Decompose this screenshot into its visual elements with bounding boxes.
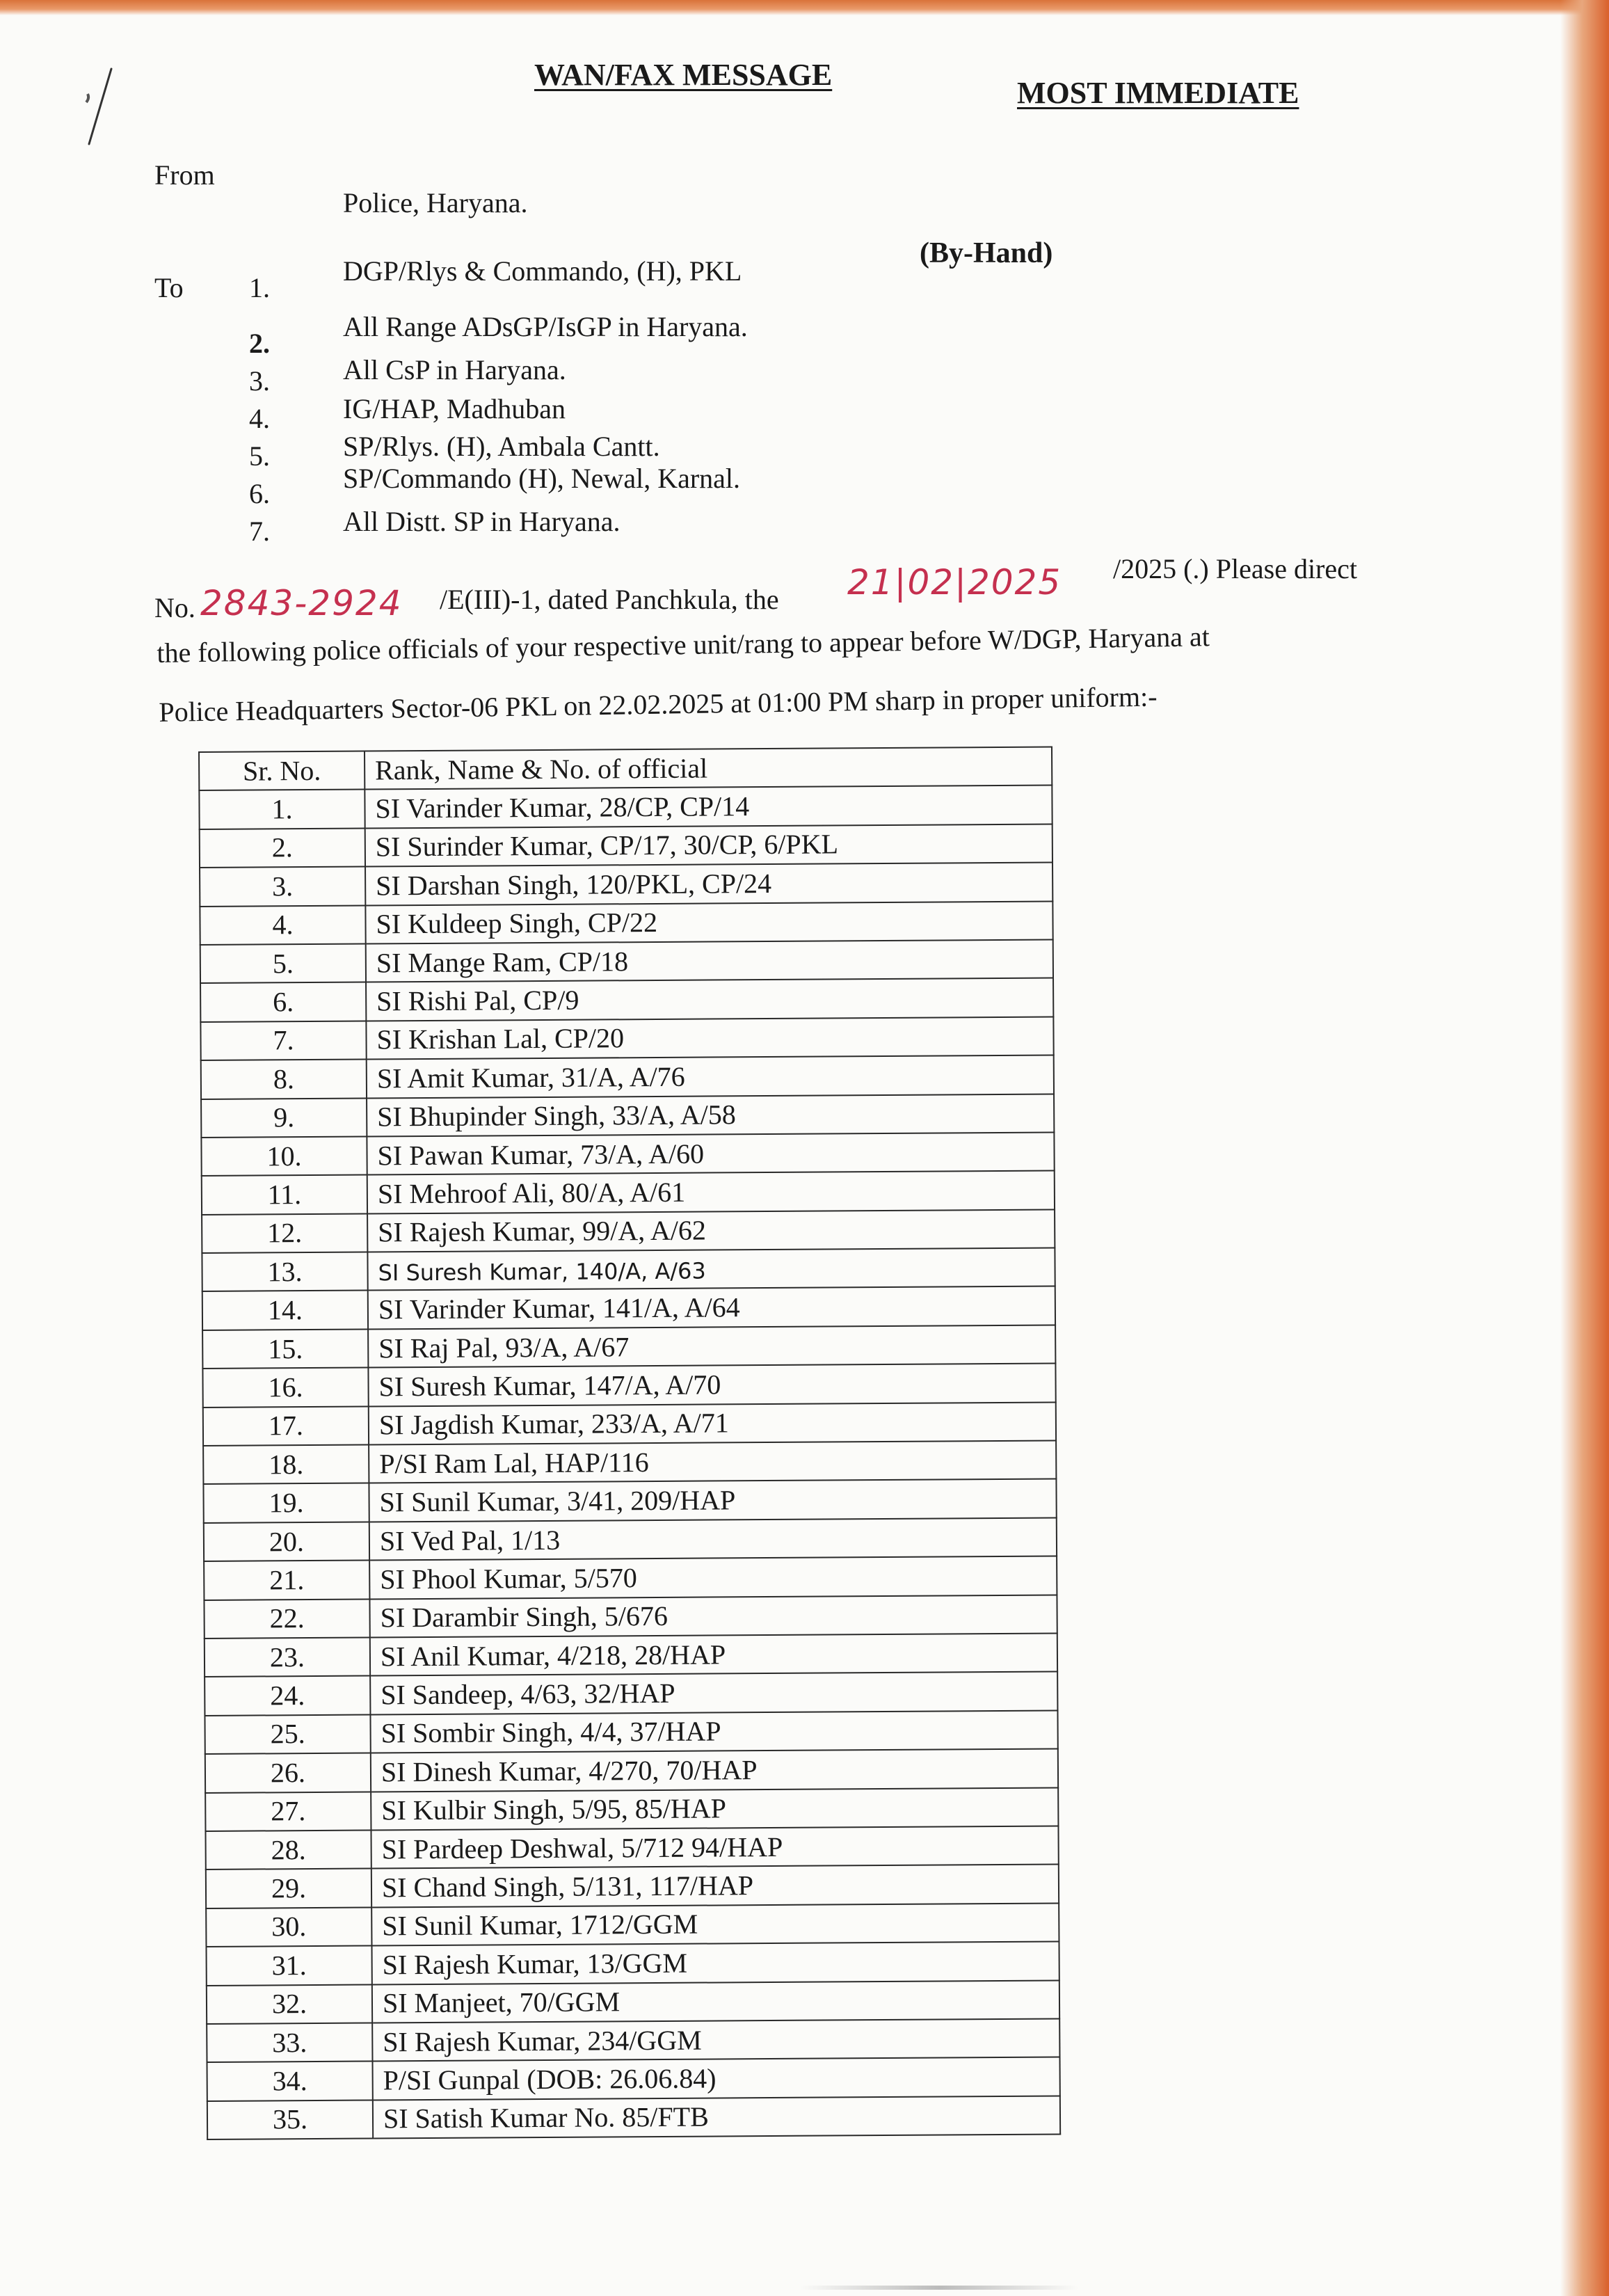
- table-row: [200, 824, 1052, 868]
- sr-cell: 33.: [207, 2023, 372, 2062]
- table-row: [207, 2057, 1060, 2101]
- memo-number-handwritten: 2843-2924: [200, 583, 403, 623]
- sr-cell: 21.: [204, 1561, 369, 1600]
- official-cell: SI Suresh Kumar, 147/A, A/70: [368, 1364, 1055, 1406]
- table-row: [202, 1286, 1055, 1330]
- official-cell: SI Manjeet, 70/GGM: [372, 1980, 1059, 2023]
- table-row: [203, 1441, 1056, 1485]
- table-row: [202, 1248, 1055, 1292]
- table-row: [203, 1479, 1056, 1523]
- pen-stroke-mark: [83, 66, 118, 150]
- table-row: [204, 1595, 1057, 1639]
- official-cell: SI Mehroof Ali, 80/A, A/61: [367, 1171, 1055, 1213]
- official-cell: SI Sunil Kumar, 1712/GGM: [371, 1903, 1059, 1945]
- table-row: [200, 863, 1052, 907]
- recipient-number: 6.: [249, 478, 270, 509]
- table-row: [205, 1826, 1058, 1870]
- recipient-text: SP/Rlys. (H), Ambala Cantt.: [343, 431, 660, 462]
- official-cell: SI Rishi Pal, CP/9: [366, 978, 1053, 1021]
- official-cell: P/SI Ram Lal, HAP/116: [369, 1441, 1056, 1483]
- table-row: [207, 1980, 1059, 2024]
- table-row: [202, 1364, 1055, 1408]
- sr-cell: 30.: [206, 1907, 371, 1947]
- official-cell: SI Kulbir Singh, 5/95, 85/HAP: [371, 1787, 1058, 1830]
- official-cell: [367, 1248, 1055, 1291]
- sr-cell: 1.: [199, 790, 365, 829]
- official-cell: SI Phool Kumar, 5/570: [369, 1556, 1057, 1599]
- official-cell: SI Chand Singh, 5/131, 117/HAP: [371, 1865, 1059, 1907]
- memo-year-please-direct: /2025 (.) Please direct: [1113, 553, 1357, 584]
- sr-cell: 24.: [205, 1676, 370, 1716]
- official-cell: P/SI Gunpal (DOB: 26.06.84): [373, 2057, 1060, 2100]
- official-cell: SI Ved Pal, 1/13: [369, 1517, 1057, 1560]
- official-cell: SI Amit Kumar, 31/A, A/76: [367, 1055, 1054, 1098]
- sr-cell: 13.: [202, 1252, 367, 1292]
- official-cell: SI Jagdish Kumar, 233/A, A/71: [369, 1402, 1056, 1444]
- sr-cell: 17.: [203, 1406, 369, 1446]
- sr-cell: 2.: [200, 828, 365, 868]
- table-row: [202, 1171, 1055, 1215]
- sr-cell: 35.: [207, 2100, 373, 2139]
- official-cell: SI Rajesh Kumar, 234/GGM: [372, 2018, 1059, 2061]
- recipient-number: 5.: [249, 440, 270, 472]
- official-cell: SI Surinder Kumar, CP/17, 30/CP, 6/PKL: [365, 824, 1052, 866]
- official-cell: SI Darambir Singh, 5/676: [369, 1595, 1057, 1637]
- official-cell: SI Krishan Lal, CP/20: [366, 1017, 1053, 1059]
- sr-cell: 12.: [202, 1213, 367, 1253]
- sr-cell: 14.: [202, 1291, 368, 1330]
- sr-cell: 6.: [200, 982, 366, 1022]
- official-cell: SI Rajesh Kumar, 13/GGM: [371, 1942, 1059, 1984]
- table-row: [201, 1094, 1054, 1138]
- sr-cell: 4.: [200, 905, 365, 945]
- official-cell: SI Darshan Singh, 120/PKL, CP/24: [365, 863, 1052, 905]
- sr-cell: 28.: [205, 1830, 371, 1870]
- sr-cell: 27.: [205, 1792, 371, 1831]
- sr-cell: 29.: [206, 1869, 371, 1908]
- table-row: [204, 1556, 1057, 1600]
- official-cell: SI Raj Pal, 93/A, A/67: [368, 1325, 1055, 1367]
- table-row: [205, 1633, 1057, 1677]
- official-cell: SI Dinesh Kumar, 4/270, 70/HAP: [371, 1749, 1058, 1792]
- from-label: From: [154, 159, 215, 191]
- recipient-text: DGP/Rlys & Commando, (H), PKL: [343, 255, 742, 287]
- table-row: [200, 1017, 1053, 1060]
- recipient-number: 2.: [249, 328, 270, 359]
- recipient-text: All Range ADsGP/IsGP in Haryana.: [343, 311, 748, 342]
- official-cell: SI Satish Kumar No. 85/FTB: [373, 2096, 1060, 2138]
- column-header-sr-no: Sr. No.: [199, 751, 365, 791]
- sr-cell: 26.: [205, 1753, 371, 1793]
- recipient-text: IG/HAP, Madhuban: [343, 393, 566, 424]
- table-row: [206, 1903, 1059, 1947]
- sr-cell: 20.: [204, 1522, 369, 1561]
- sr-cell: 5.: [200, 943, 366, 983]
- memo-body-line-2: the following police officials of your respective unit/rang to appear before W/DGP, Haryana at: [157, 621, 1210, 669]
- table-row: [200, 939, 1053, 983]
- by-hand-label: (By-Hand): [920, 237, 1053, 269]
- table-row: [205, 1749, 1058, 1793]
- recipient-number: 1.: [249, 272, 270, 303]
- to-label: To: [154, 272, 184, 303]
- official-cell: SI Bhupinder Singh, 33/A, A/58: [367, 1094, 1054, 1136]
- recipient-text: All CsP in Haryana.: [343, 354, 566, 385]
- sr-cell: 15.: [202, 1329, 368, 1369]
- sr-cell: 19.: [203, 1483, 369, 1523]
- table-row: [202, 1209, 1055, 1253]
- priority-label: MOST IMMEDIATE: [1017, 76, 1299, 110]
- column-header-rank-name: Rank, Name & No. of official: [365, 747, 1052, 790]
- scan-artifact-line: [800, 2286, 1078, 2290]
- table-row: [201, 1055, 1054, 1099]
- official-cell: SI Sombir Singh, 4/4, 37/HAP: [370, 1710, 1057, 1753]
- official-cell: SI Sandeep, 4/63, 32/HAP: [370, 1672, 1057, 1714]
- officials-table: [198, 746, 1061, 2140]
- sr-cell: 18.: [203, 1445, 369, 1485]
- official-cell: SI Varinder Kumar, 141/A, A/64: [368, 1286, 1055, 1329]
- recipient-number: 7.: [249, 516, 270, 547]
- sr-cell: 25.: [205, 1714, 370, 1754]
- table-row: [206, 1865, 1059, 1908]
- table-row: [207, 2096, 1060, 2139]
- table-row: [200, 901, 1052, 945]
- from-value: Police, Haryana.: [343, 187, 528, 218]
- official-cell: SI Rajesh Kumar, 99/A, A/62: [367, 1209, 1055, 1252]
- official-cell: SI Varinder Kumar, 28/CP, CP/14: [365, 786, 1052, 828]
- memo-no-prefix: No.: [154, 592, 195, 623]
- table-row: [205, 1672, 1057, 1716]
- table-row: [203, 1402, 1056, 1446]
- official-cell: SI Pawan Kumar, 73/A, A/60: [367, 1132, 1054, 1174]
- table-row: [199, 786, 1052, 829]
- table-row: [206, 1942, 1059, 1986]
- message-type-title: WAN/FAX MESSAGE: [534, 58, 833, 92]
- recipient-number: 3.: [249, 365, 270, 397]
- table-row: [204, 1517, 1057, 1561]
- sr-cell: 16.: [202, 1368, 368, 1408]
- official-cell: SI Sunil Kumar, 3/41, 209/HAP: [369, 1479, 1056, 1522]
- official-cell: SI Mange Ram, CP/18: [366, 939, 1053, 982]
- table-row: [201, 1132, 1054, 1176]
- sr-cell: 8.: [201, 1060, 367, 1099]
- recipient-text: SP/Commando (H), Newal, Karnal.: [343, 463, 741, 494]
- table-header-row: [199, 747, 1052, 791]
- sr-cell: 9.: [201, 1098, 367, 1138]
- scan-edge-right: [1560, 0, 1609, 2296]
- table-row: [205, 1710, 1057, 1754]
- table-row: [200, 978, 1053, 1022]
- sr-cell: 23.: [205, 1638, 370, 1677]
- memo-body-line-3: Police Headquarters Sector-06 PKL on 22.02.2025 at 01:00 PM sharp in proper uniform:-: [159, 680, 1158, 728]
- sr-cell: 31.: [206, 1946, 371, 1986]
- table-row: [207, 2018, 1059, 2062]
- official-cell: SI Pardeep Deshwal, 5/712 94/HAP: [371, 1826, 1058, 1868]
- sr-cell: 3.: [200, 867, 365, 907]
- sr-cell: 34.: [207, 2062, 373, 2101]
- sr-cell: 11.: [202, 1175, 367, 1215]
- recipient-number: 4.: [249, 403, 270, 434]
- sr-cell: 22.: [204, 1599, 369, 1639]
- memo-date-handwritten: 21|02|2025: [847, 562, 1062, 603]
- table-row: [202, 1325, 1055, 1369]
- recipient-text: All Distt. SP in Haryana.: [343, 506, 621, 537]
- sr-cell: 32.: [207, 1984, 372, 2024]
- memo-reference: /E(III)-1, dated Panchkula, the: [440, 584, 779, 615]
- sr-cell: 7.: [200, 1021, 366, 1060]
- scan-edge-top: [0, 0, 1609, 15]
- table-row: [205, 1787, 1058, 1831]
- official-cell: SI Kuldeep Singh, CP/22: [365, 901, 1052, 943]
- official-cell: SI Anil Kumar, 4/218, 28/HAP: [370, 1633, 1057, 1675]
- sr-cell: 10.: [201, 1136, 367, 1176]
- official-name-small-font: SI Suresh Kumar, 140/A, A/63: [378, 1257, 706, 1286]
